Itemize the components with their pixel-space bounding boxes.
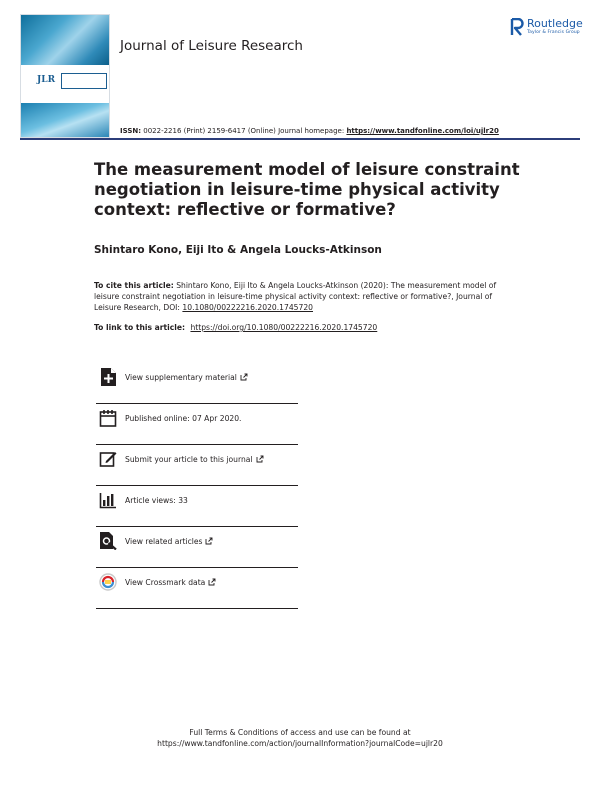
article-title: The measurement model of leisure constraint negotiation in leisure-time physical activity context: reflective or formative? [94, 160, 520, 219]
citation-text: Shintaro Kono, Eiji Ito & Angela Loucks-Atkinson (2020): The measurement model of leisure constraint negotiation in leisure-time physical activity context: reflective or formative?, Journal of Leisure Research, DOI: [94, 281, 497, 312]
submit-article-label: Submit your article to this journal [125, 455, 253, 464]
footer-terms-link[interactable]: https://www.tandfonline.com/action/journalInformation?journalCode=ujlr20 [157, 739, 443, 748]
external-link-icon [256, 455, 264, 463]
submit-article-link[interactable] [96, 445, 298, 486]
citation-block [94, 280, 509, 313]
calendar-icon [99, 409, 117, 427]
issn-line [120, 127, 499, 135]
cover-logo-box [61, 73, 107, 89]
search-document-icon [99, 532, 117, 550]
article-views-row [96, 486, 298, 527]
journal-cover-image [20, 14, 110, 138]
cover-wave-bottom [21, 103, 109, 137]
footer-terms-text: Full Terms & Conditions of access and use can be found at [189, 728, 411, 737]
journal-homepage-link[interactable]: https://www.tandfonline.com/loi/ujlr20 [346, 127, 499, 135]
related-articles-link[interactable] [96, 527, 298, 568]
plus-document-icon [99, 368, 117, 386]
article-actions [96, 363, 298, 609]
cover-journal-logo: JLR [37, 75, 56, 85]
related-articles-label: View related articles [125, 537, 203, 546]
publisher-name: Routledge [527, 17, 583, 30]
crossmark-link[interactable] [96, 568, 298, 609]
supplementary-material-label: View supplementary material [125, 373, 237, 382]
publisher-subtitle: Taylor & Francis Group [527, 30, 580, 35]
footer [0, 727, 600, 749]
supplementary-material-link[interactable] [96, 363, 298, 404]
routledge-logo-icon [510, 18, 524, 36]
external-link-icon [205, 537, 213, 545]
article-authors: Shintaro Kono, Eiji Ito & Angela Loucks-Atkinson [94, 244, 382, 256]
article-link-label: To link to this article: [94, 323, 186, 332]
external-link-icon [240, 373, 248, 381]
crossmark-icon [99, 573, 117, 591]
issn-label: ISSN: [120, 127, 142, 135]
external-link-icon [208, 578, 216, 586]
cover-wave-top [21, 15, 109, 65]
citation-label: To cite this article: [94, 281, 174, 290]
bar-chart-icon [99, 491, 117, 509]
published-online-row [96, 404, 298, 445]
issn-text: 0022-2216 (Print) 2159-6417 (Online) Journal homepage: [143, 127, 345, 135]
header-divider [20, 138, 580, 140]
article-doi-link[interactable]: https://doi.org/10.1080/00222216.2020.1745720 [190, 323, 378, 332]
published-online-label: Published online: 07 Apr 2020. [125, 414, 242, 423]
journal-name: Journal of Leisure Research [120, 38, 303, 54]
crossmark-label: View Crossmark data [125, 578, 206, 587]
edit-icon [99, 450, 117, 468]
article-link-line [94, 323, 377, 332]
citation-doi-link[interactable]: 10.1080/00222216.2020.1745720 [182, 303, 313, 312]
article-views-label: Article views: 33 [125, 496, 188, 505]
